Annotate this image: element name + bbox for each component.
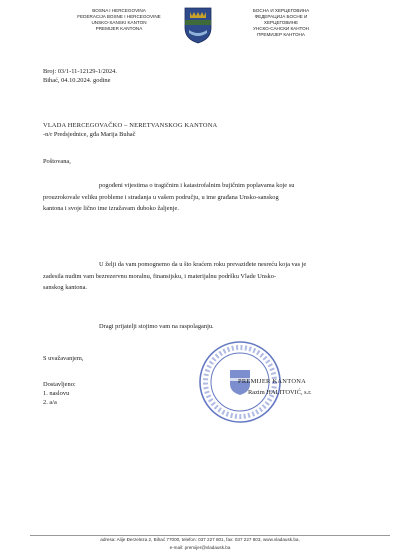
body-paragraph-2 bbox=[43, 259, 353, 294]
header-right-line: ФЕДЕРАЦИЈА БОСНЕ И bbox=[254, 14, 308, 19]
paragraph-line: sanskog kantona. bbox=[43, 284, 88, 291]
distribution-item: 2. a/a bbox=[43, 399, 57, 406]
distribution-label: Dostavljeno: bbox=[43, 381, 76, 388]
paragraph-line: zadesila nudim vam bezrezervnu moralnu, finansijsku, i materijalnu podršku Vlade Unsko- bbox=[43, 272, 277, 280]
header-left-line: PREMIJER KANTONA bbox=[95, 26, 143, 31]
paragraph-line: U želji da vam pomognemo da u što kraćem roku prevaziđete nesreću koja vas je bbox=[99, 261, 307, 268]
body-paragraph-3 bbox=[43, 321, 353, 333]
letter-date: Bihać, 04.10.2024. godine bbox=[43, 77, 111, 84]
header-left-line: BOSNA I HERCEGOVINA bbox=[92, 8, 146, 13]
coat-of-arms-icon bbox=[183, 6, 213, 44]
header-left bbox=[58, 8, 180, 32]
attention-line: -n/r Predsjednice, gđa Marija Buhač bbox=[43, 131, 136, 138]
header-right-line: УНСКО-САНСКИ КАНТОН bbox=[253, 26, 309, 31]
header-left-line: UNSKO-SANSKI KANTON bbox=[91, 20, 147, 25]
body-paragraph-1 bbox=[43, 180, 353, 215]
header-right-line: БОСНА И ХЕРЦЕГОВИНА bbox=[252, 8, 310, 13]
paragraph-line: kantona i svoje lično ime izražavam duboko žaljenje. bbox=[43, 205, 179, 212]
footer-address: adresa: Alije Đerzeleza 2, Bihać 77000, telefon: 037 227 801, fax: 037 227 803, www.vladausk.ba, bbox=[100, 537, 300, 542]
signature-name: Razim HALITOVIĆ, s.r. bbox=[248, 389, 312, 396]
signature-title: PREMIJER KANTONA bbox=[238, 378, 307, 385]
salutation: Poštovana, bbox=[43, 158, 71, 165]
paragraph-line: pogođeni vijestima o tragičnim i katastrofalnim bujičnim poplavama koje su bbox=[99, 182, 295, 189]
footer-divider bbox=[30, 535, 390, 536]
header-left-line: FEDERACIJA BOSNE I HERCEGOVINE bbox=[77, 14, 161, 19]
header-right bbox=[220, 8, 342, 38]
footer-email: e-mail: premijer@vladausk.ba bbox=[169, 545, 231, 550]
paragraph-line: Dragi prijatelji stojimo vam na raspolaganju. bbox=[99, 323, 214, 330]
closing: S uvažavanjem, bbox=[43, 355, 84, 362]
header-right-line: ПРЕМИЈЕР КАНТОНА bbox=[257, 32, 305, 37]
header-right-line: ХЕРЦЕГОВИНЕ bbox=[263, 20, 299, 25]
reference-number: Broj: 03/1-11-12129-1/2024. bbox=[43, 68, 117, 75]
addressee: VLADA HERCEGOVAČKO – NERETVANSKOG KANTONA bbox=[43, 122, 218, 129]
paragraph-line: prouzrokovale veliku probleme i stradanja u vašem području, u ime građana Unsko-sanskog bbox=[43, 193, 279, 201]
distribution-item: 1. naslovu bbox=[43, 390, 70, 397]
